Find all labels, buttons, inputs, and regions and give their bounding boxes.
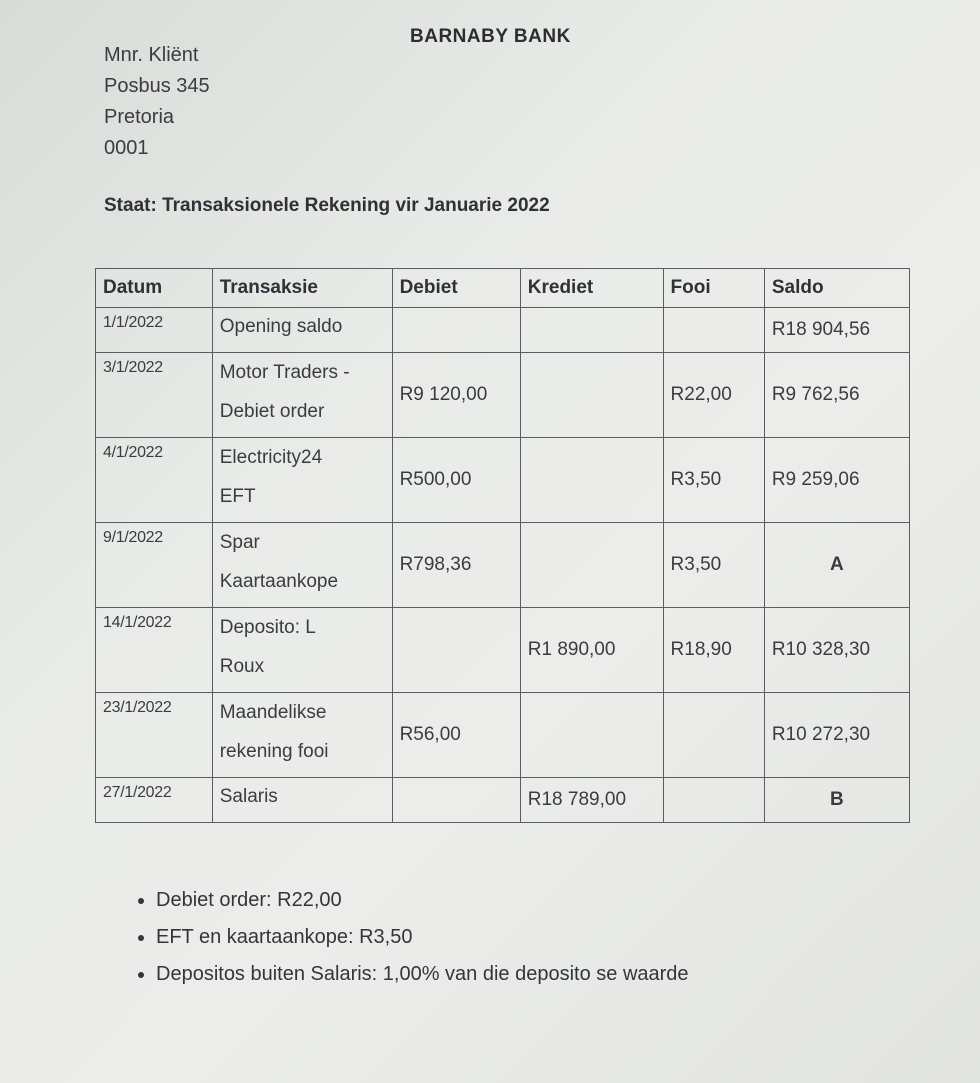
- cell-debiet: [392, 308, 520, 353]
- cell-saldo-placeholder-a: A: [764, 523, 909, 608]
- transaksie-line: Motor Traders -: [219, 362, 350, 383]
- cell-debiet: R56,00: [392, 693, 520, 778]
- cell-transaksie: [212, 438, 392, 523]
- cell-datum: 3/1/2022: [96, 353, 213, 438]
- cell-fooi: [663, 693, 764, 778]
- table-row: [96, 308, 910, 353]
- transaksie-line: rekening fooi: [219, 741, 329, 762]
- cell-datum: 4/1/2022: [96, 438, 213, 523]
- cell-saldo: R18 904,56: [764, 308, 909, 353]
- header-fooi: Fooi: [663, 269, 764, 308]
- bank-name: BARNABY BANK: [410, 26, 571, 47]
- cell-debiet: [392, 608, 520, 693]
- statement-title: Staat: Transaksionele Rekening vir Januarie 2022: [104, 195, 550, 216]
- cell-debiet: R500,00: [392, 438, 520, 523]
- transaksie-line: Opening saldo: [219, 316, 343, 337]
- cell-datum: 9/1/2022: [96, 523, 213, 608]
- header-transaksie: Transaksie: [212, 269, 392, 308]
- cell-krediet: [520, 523, 663, 608]
- cell-fooi: R22,00: [663, 353, 764, 438]
- cell-saldo: R9 259,06: [764, 438, 909, 523]
- cell-krediet: [520, 308, 663, 353]
- transactions-table: [95, 268, 910, 823]
- cell-datum: 23/1/2022: [96, 693, 213, 778]
- header-saldo: Saldo: [764, 269, 909, 308]
- address-line-postal-code: 0001: [104, 137, 149, 159]
- transaksie-line: Spar: [219, 532, 260, 553]
- cell-saldo: R9 762,56: [764, 353, 909, 438]
- address-line-pobox: Posbus 345: [104, 75, 210, 97]
- table-row: [96, 438, 910, 523]
- transaksie-line: Debiet order: [219, 401, 325, 422]
- cell-transaksie: [212, 308, 392, 353]
- cell-saldo-placeholder-b: B: [764, 778, 909, 823]
- address-line-city: Pretoria: [104, 106, 175, 128]
- cell-fooi: R18,90: [663, 608, 764, 693]
- cell-fooi: R3,50: [663, 438, 764, 523]
- table-row: [96, 693, 910, 778]
- transaksie-line: Kaartaankope: [219, 571, 339, 592]
- fee-note-eft-card: • EFT en kaartaankope: R3,50: [156, 919, 689, 956]
- cell-transaksie: [212, 778, 392, 823]
- address-line-name: Mnr. Kliënt: [104, 44, 199, 66]
- cell-transaksie: [212, 693, 392, 778]
- cell-datum: 27/1/2022: [96, 778, 213, 823]
- header-krediet: Krediet: [520, 269, 663, 308]
- fee-note-deposits: • Depositos buiten Salaris: 1,00% van die deposito se waarde: [156, 956, 689, 993]
- cell-krediet: [520, 438, 663, 523]
- transaksie-line: Electricity24: [219, 447, 323, 468]
- header-datum: Datum: [96, 269, 213, 308]
- cell-krediet: [520, 693, 663, 778]
- cell-krediet: [520, 353, 663, 438]
- table-row: [96, 353, 910, 438]
- table-row: [96, 778, 910, 823]
- transaksie-line: EFT: [219, 486, 256, 507]
- table-header-row: [96, 269, 910, 308]
- cell-transaksie: [212, 608, 392, 693]
- transaksie-line: Maandelikse: [219, 702, 327, 723]
- fee-note-debit-order: • Debiet order: R22,00: [156, 882, 689, 919]
- table-row: [96, 608, 910, 693]
- header-debiet: Debiet: [392, 269, 520, 308]
- cell-debiet: [392, 778, 520, 823]
- cell-fooi: [663, 308, 764, 353]
- cell-fooi: [663, 778, 764, 823]
- table-row: [96, 523, 910, 608]
- client-address: [104, 40, 210, 164]
- cell-saldo: R10 328,30: [764, 608, 909, 693]
- cell-krediet: R1 890,00: [520, 608, 663, 693]
- cell-transaksie: [212, 523, 392, 608]
- cell-datum: 14/1/2022: [96, 608, 213, 693]
- transaksie-line: Salaris: [219, 786, 278, 807]
- cell-fooi: R3,50: [663, 523, 764, 608]
- cell-krediet: R18 789,00: [520, 778, 663, 823]
- cell-saldo: R10 272,30: [764, 693, 909, 778]
- cell-transaksie: [212, 353, 392, 438]
- cell-debiet: R798,36: [392, 523, 520, 608]
- transaksie-line: Roux: [219, 656, 265, 677]
- transaksie-line: Deposito: L: [219, 617, 316, 638]
- cell-debiet: R9 120,00: [392, 353, 520, 438]
- cell-datum: 1/1/2022: [96, 308, 213, 353]
- fee-notes-list: [120, 882, 689, 993]
